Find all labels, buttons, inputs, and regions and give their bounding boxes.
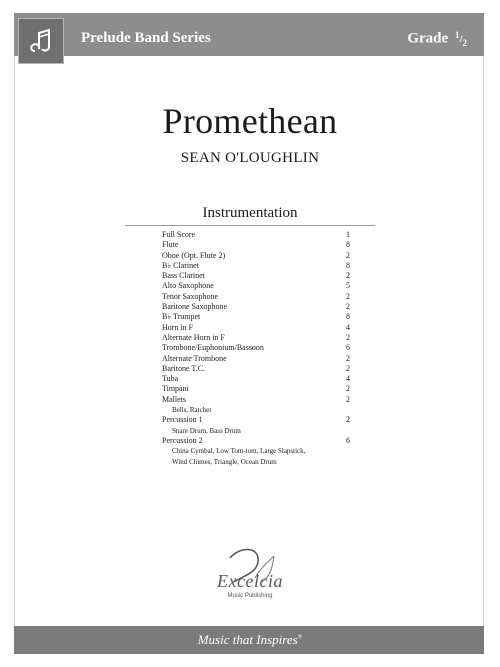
instrument-name: Horn in F <box>162 322 194 332</box>
instrument-quantity: 2 <box>346 353 350 363</box>
instrument-quantity: 8 <box>346 240 350 250</box>
instrument-name: Baritone T.C. <box>162 363 206 373</box>
instrument-note-text: Bells, Ratchet <box>172 406 212 415</box>
instrument-row <box>162 415 350 425</box>
instrument-quantity: 2 <box>346 250 350 260</box>
series-title: Prelude Band Series <box>81 30 211 46</box>
instrument-row <box>162 302 350 312</box>
instrument-note-text: China Cymbal, Low Tom-tom, Large Slapstick, <box>172 447 306 456</box>
instrument-note-text: Snare Drum, Bass Drum <box>172 426 241 435</box>
instrument-name: Oboe (Opt. Flute 2) <box>162 250 226 260</box>
instrument-row <box>162 230 350 240</box>
instrument-name: Tenor Saxophone <box>162 291 219 301</box>
instrument-quantity: 6 <box>346 435 350 445</box>
grade-numerator: 1 <box>454 30 460 40</box>
instrument-quantity: 4 <box>346 322 350 332</box>
instrument-quantity: 2 <box>346 271 350 281</box>
instrumentation-rule <box>125 225 375 226</box>
instrument-row <box>162 384 350 394</box>
instrument-row <box>162 395 350 405</box>
instrument-row <box>162 281 350 291</box>
instrument-quantity: 4 <box>346 374 350 384</box>
instrument-row <box>162 354 350 364</box>
publisher-subtitle: Music Publishing <box>227 593 273 599</box>
instrument-name: Baritone Saxophone <box>162 302 228 312</box>
instrument-quantity: 2 <box>346 384 350 394</box>
tagline-text: Music that Inspires <box>197 632 298 647</box>
instrument-quantity: 2 <box>346 363 350 373</box>
instrumentation-heading: Instrumentation <box>202 205 298 221</box>
instrument-name: Flute <box>162 240 179 250</box>
instrument-row <box>162 251 350 261</box>
instrument-row <box>162 436 350 446</box>
piece-title: Promethean <box>162 101 338 141</box>
instrument-quantity: 8 <box>346 260 350 270</box>
instrument-note <box>162 446 350 456</box>
grade-text: Grade <box>407 30 449 47</box>
instrument-name: Alternate Trombone <box>162 353 227 363</box>
instrument-quantity: 2 <box>346 332 350 342</box>
trademark-mark: ® <box>297 634 303 641</box>
instrument-note <box>162 457 350 467</box>
instrument-quantity: 8 <box>346 312 350 322</box>
instrument-quantity: 2 <box>346 415 350 425</box>
instrument-name: Alto Saxophone <box>162 281 214 291</box>
instrument-name: Mallets <box>162 394 186 404</box>
instrument-row <box>162 312 350 322</box>
series-logo <box>18 18 64 64</box>
instrument-name: Percussion 1 <box>162 415 203 425</box>
instrument-quantity: 5 <box>346 281 350 291</box>
instrument-row <box>162 292 350 302</box>
instrument-quantity: 2 <box>346 394 350 404</box>
instrument-name: Alternate Horn in F <box>162 332 225 342</box>
instrument-name: B♭ Trumpet <box>162 312 201 322</box>
instrument-note <box>162 405 350 415</box>
instrument-name: Full Score <box>162 230 196 239</box>
instrument-row <box>162 333 350 343</box>
instrument-note-text: Wind Chimes, Triangle, Ocean Drum <box>172 457 277 466</box>
instrument-name: Trombone/Euphonium/Bassoon <box>162 343 264 353</box>
instrument-quantity: 2 <box>346 291 350 301</box>
instrument-quantity: 1 <box>346 230 350 239</box>
instrument-quantity: 2 <box>346 302 350 312</box>
instrument-name: Bass Clarinet <box>162 271 205 281</box>
instrument-row <box>162 323 350 333</box>
publisher-name: Excelcia <box>217 571 283 591</box>
instrument-row <box>162 261 350 271</box>
instrument-quantity: 6 <box>346 343 350 353</box>
composer-name: SEAN O'LOUGHLIN <box>180 150 320 166</box>
instrument-note <box>162 426 350 436</box>
instrument-name: Percussion 2 <box>162 435 203 445</box>
instrument-row <box>162 364 350 374</box>
instrument-name: Tuba <box>162 374 179 384</box>
instrumentation-list <box>162 230 350 467</box>
music-note-icon <box>25 25 59 59</box>
instrument-row <box>162 374 350 384</box>
instrument-name: B♭ Clarinet <box>162 260 199 270</box>
instrument-name: Timpani <box>162 384 189 394</box>
instrument-row <box>162 240 350 250</box>
instrument-row <box>162 271 350 281</box>
instrument-row <box>162 343 350 353</box>
footer-tagline <box>0 632 500 648</box>
grade-denominator: 2 <box>462 37 467 48</box>
grade-label <box>407 30 467 48</box>
grade-fraction: $^1/_2$ <box>454 30 467 48</box>
